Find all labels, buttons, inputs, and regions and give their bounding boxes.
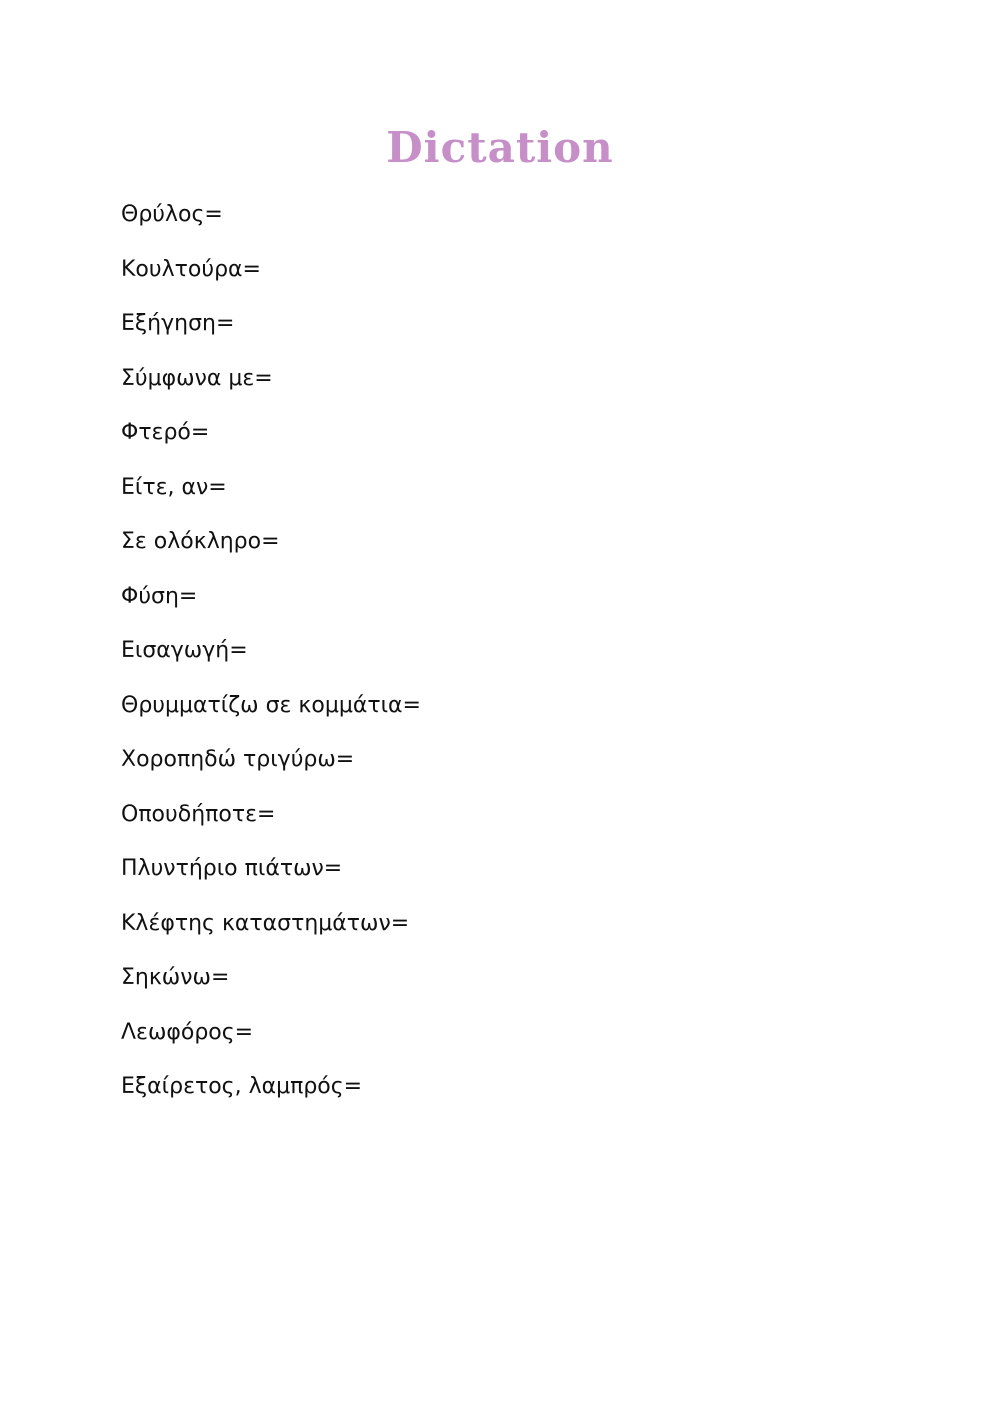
- word-item: Σύμφωνα με=: [121, 365, 273, 391]
- word-item: Κουλτούρα=: [121, 256, 261, 282]
- word-item: Πλυντήριο πιάτων=: [121, 856, 343, 881]
- word-item: Φύση=: [121, 583, 198, 609]
- word-item: Είτε, αν=: [121, 474, 227, 500]
- word-item: Θρυμματίζω σε κομμάτια=: [121, 692, 421, 718]
- word-item: Οπουδήποτε=: [121, 801, 276, 827]
- word-item: Φτερό=: [121, 420, 210, 445]
- word-item: Λεωφόρος=: [121, 1019, 254, 1045]
- word-item: Χοροπηδώ τριγύρω=: [121, 747, 355, 772]
- word-item: Θρύλος=: [121, 202, 223, 227]
- page-title: Dictation: [386, 123, 614, 172]
- word-item: Σηκώνω=: [121, 965, 230, 990]
- word-item: Εισαγωγή=: [121, 638, 248, 663]
- word-item: Κλέφτης καταστημάτων=: [121, 910, 410, 936]
- word-item: Σε ολόκληρο=: [121, 529, 280, 554]
- dictation-word-list: [121, 198, 421, 1125]
- word-item: Εξαίρετος, λαμπρός=: [121, 1074, 363, 1099]
- word-item: Εξήγηση=: [121, 311, 235, 336]
